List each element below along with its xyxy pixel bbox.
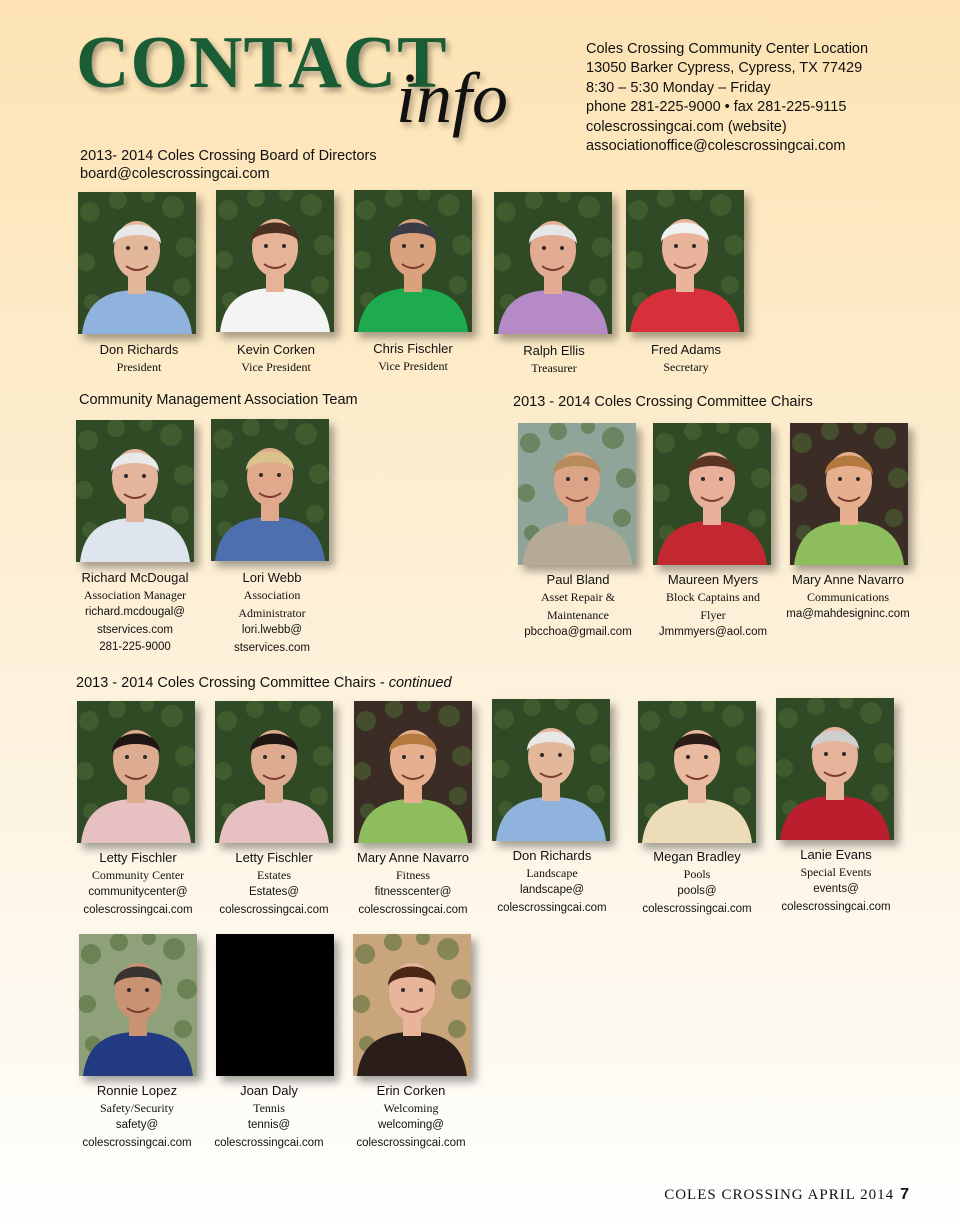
contact-email-line[interactable]: colescrossingcai.com [358, 903, 468, 916]
contact-name: Joan Daly [240, 1083, 298, 1098]
location-line: Coles Crossing Community Center Location [586, 41, 869, 57]
contact-email-line[interactable]: colescrossingcai.com [781, 900, 891, 913]
contact-role: Asset Repair & Maintenance [541, 590, 615, 622]
contact-card-lanie-evans [761, 846, 911, 916]
contact-email-line[interactable]: pbcchoa@gmail.com [524, 626, 632, 638]
portrait-photo-letty-fischler [77, 701, 195, 843]
portrait-photo-chris-fischler [354, 190, 472, 332]
continued-label: continued [388, 675, 452, 691]
contact-role: Community Center [91, 868, 185, 882]
contact-email-line[interactable]: communitycenter@ [88, 886, 188, 898]
portrait-photo-mary-anne-navarro [790, 423, 908, 565]
contact-email-line[interactable]: pools@ [677, 885, 717, 897]
portrait-photo-don-richards [492, 699, 610, 841]
board-heading: 2013- 2014 Coles Crossing Board of Directors [80, 148, 377, 164]
contact-email-line[interactable]: richard.mcdougal@ [85, 606, 185, 618]
portrait-photo-ronnie-lopez [79, 934, 197, 1076]
contact-card-lori-webb [197, 569, 347, 657]
portrait-photo-ralph-ellis [494, 192, 612, 334]
management-heading: Community Management Association Team [79, 392, 358, 408]
contact-phone: 281-225-9000 [99, 641, 171, 653]
contact-name: Lori Webb [242, 570, 302, 585]
contact-name: Erin Corken [376, 1083, 446, 1098]
contact-name: Megan Bradley [653, 849, 741, 864]
contact-card-fred-adams [611, 341, 761, 376]
contact-email-line[interactable]: landscape@ [519, 884, 585, 896]
contact-email-line[interactable]: events@ [813, 883, 859, 895]
page-title-script: info [396, 58, 509, 138]
contact-card-letty-fischler [199, 849, 349, 919]
contact-card-mary-anne-navarro [773, 571, 923, 624]
contact-role: Tennis [253, 1101, 285, 1115]
location-email[interactable]: associationoffice@colescrossingcai.com [586, 138, 846, 155]
contact-name: Paul Bland [546, 572, 610, 587]
contact-role: President [116, 360, 162, 374]
committee-continued-heading-text: 2013 - 2014 Coles Crossing Committee Chairs - [76, 675, 389, 691]
contact-role: Association Manager [83, 588, 187, 602]
board-email[interactable]: board@colescrossingcai.com [80, 166, 270, 182]
contact-role: Vice President [241, 360, 311, 374]
contact-card-maureen-myers [638, 571, 788, 642]
portrait-photo-fred-adams [626, 190, 744, 332]
location-address: 13050 Barker Cypress, Cypress, TX 77429 [586, 60, 863, 77]
portrait-photo-maureen-myers [653, 423, 771, 565]
contact-card-erin-corken [336, 1082, 486, 1152]
location-website[interactable]: colescrossingcai.com (website) [586, 118, 787, 135]
contact-card-joan-daly [194, 1082, 344, 1152]
contact-role: Block Captains and Flyer [666, 590, 760, 622]
location-hours: 8:30 – 5:30 Monday – Friday [586, 79, 771, 96]
contact-email-line[interactable]: stservices.com [96, 623, 174, 636]
footer-publication: COLES CROSSING APRIL 2014 [664, 1187, 895, 1203]
contact-email-line[interactable]: colescrossingcai.com [82, 1136, 192, 1149]
contact-name: Letty Fischler [235, 850, 313, 865]
contact-card-letty-fischler [63, 849, 213, 919]
contact-role: Communications [807, 590, 889, 604]
portrait-photo-richard-mcdougal [76, 420, 194, 562]
contact-card-mary-anne-navarro [338, 849, 488, 919]
contact-email-line[interactable]: stservices.com [233, 641, 311, 654]
portrait-photo-lori-webb [211, 419, 329, 561]
contact-role: Special Events [800, 865, 872, 879]
committee-continued-heading [76, 675, 452, 691]
contact-email-line[interactable]: welcoming@ [377, 1119, 444, 1131]
contact-name: Ralph Ellis [523, 343, 585, 358]
contact-name: Mary Anne Navarro [357, 850, 469, 865]
contact-email-line[interactable]: Jmmmyers@aol.com [658, 626, 768, 638]
contact-name: Lanie Evans [800, 847, 872, 862]
contact-role: Treasurer [531, 361, 577, 375]
portrait-photo-letty-fischler [215, 701, 333, 843]
portrait-photo-joan-daly [216, 934, 334, 1076]
contact-email-line[interactable]: Estates@ [248, 886, 300, 898]
contact-name: Don Richards [99, 342, 179, 357]
contact-email-line[interactable]: ma@mahdesigninc.com [786, 608, 910, 620]
contact-card-chris-fischler [338, 340, 488, 375]
portrait-photo-kevin-corken [216, 190, 334, 332]
contact-name: Don Richards [512, 848, 592, 863]
location-phone: phone 281-225-9000 • fax 281-225-9115 [586, 99, 847, 116]
contact-email-line[interactable]: colescrossingcai.com [497, 901, 607, 914]
location-block [586, 40, 868, 156]
portrait-photo-lanie-evans [776, 698, 894, 840]
contact-card-don-richards [64, 341, 214, 376]
page-footer [664, 1186, 910, 1204]
committee-heading: 2013 - 2014 Coles Crossing Committee Chairs [513, 394, 813, 410]
board-heading-block [80, 147, 377, 183]
contact-role: Estates [257, 868, 291, 882]
contact-card-megan-bradley [622, 848, 772, 918]
contact-card-ronnie-lopez [62, 1082, 212, 1152]
contact-card-kevin-corken [201, 341, 351, 376]
contact-role: Safety/Security [100, 1101, 174, 1115]
contact-email-line[interactable]: colescrossingcai.com [642, 902, 752, 915]
contact-email-line[interactable]: colescrossingcai.com [356, 1136, 466, 1149]
contact-name: Maureen Myers [667, 572, 759, 587]
contact-role: Welcoming [383, 1101, 439, 1115]
page-title: CONTACT [76, 22, 448, 104]
page-number: 7 [900, 1186, 910, 1203]
contact-name: Richard McDougal [81, 570, 189, 585]
portrait-photo-mary-anne-navarro [354, 701, 472, 843]
contact-role: Pools [683, 867, 711, 881]
contact-role: Vice President [378, 359, 448, 373]
contact-email-line[interactable]: colescrossingcai.com [219, 903, 329, 916]
contact-card-paul-bland [503, 571, 653, 642]
portrait-photo-erin-corken [353, 934, 471, 1076]
contact-name: Fred Adams [650, 342, 722, 357]
contact-name: Chris Fischler [373, 341, 453, 356]
contact-name: Ronnie Lopez [96, 1083, 178, 1098]
contact-email-line[interactable]: tennis@ [247, 1119, 291, 1131]
portrait-photo-megan-bradley [638, 701, 756, 843]
contact-role: Secretary [663, 360, 709, 374]
contact-card-richard-mcdougal [60, 569, 210, 657]
portrait-photo-don-richards [78, 192, 196, 334]
contact-card-don-richards [477, 847, 627, 917]
contact-email-line[interactable]: safety@ [115, 1119, 159, 1131]
contact-role: Association Administrator [238, 588, 306, 620]
contact-name: Letty Fischler [99, 850, 177, 865]
contact-name: Kevin Corken [236, 342, 316, 357]
contact-role: Fitness [395, 868, 430, 882]
contact-email-line[interactable]: lori.lwebb@ [241, 624, 303, 636]
contact-name: Mary Anne Navarro [792, 572, 904, 587]
contact-role: Landscape [526, 866, 578, 880]
contact-email-line[interactable]: colescrossingcai.com [83, 903, 193, 916]
portrait-photo-paul-bland [518, 423, 636, 565]
contact-email-line[interactable]: colescrossingcai.com [214, 1136, 324, 1149]
contact-card-ralph-ellis [479, 342, 629, 377]
contact-email-line[interactable]: fitnesscenter@ [374, 886, 452, 898]
